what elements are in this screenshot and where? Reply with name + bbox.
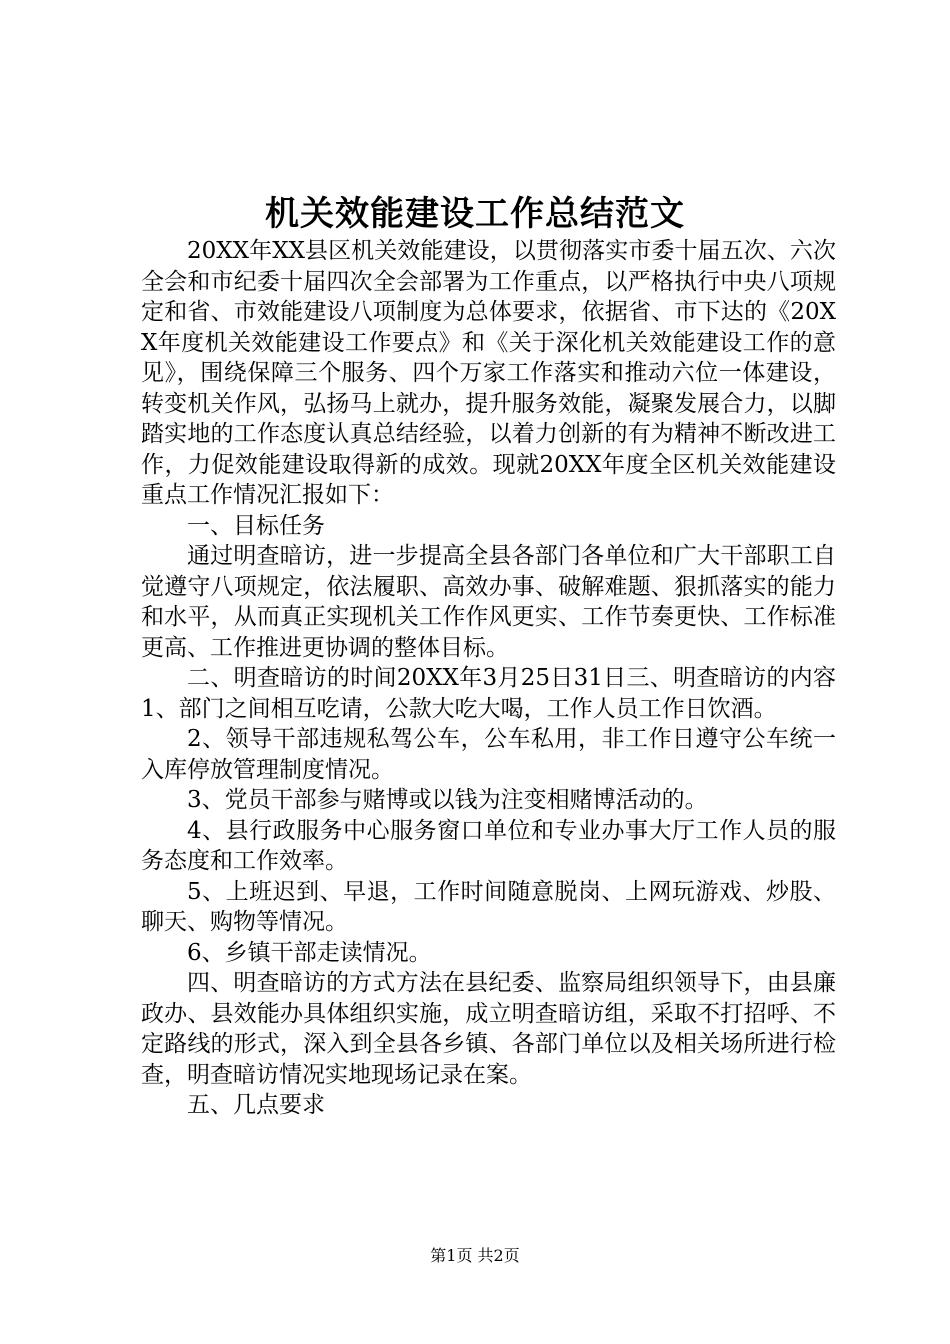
- paragraph-intro: 20XX年XX县区机关效能建设，以贯彻落实市委十届五次、六次全会和市纪委十届四次全会部署为工作重点，以严格执行中央八项规定和省、市效能建设八项制度为总体要求，依据省、市下达的《20XX年度机关效能建设工作要点》和《关于深化机关效能建设工作的意见》，围绕保障三个服务、四个万家工作落实和推动六位一体建设，转变机关作风，弘扬马上就办，提升服务效能，凝聚发展合力，以脚踏实地的工作态度认真总结经验，以着力创新的有为精神不断改进工作，力促效能建设取得新的成效。现就20XX年度全区机关效能建设重点工作情况汇报如下：: [141, 238, 836, 508]
- paragraph-item-2: 2、领导干部违规私驾公车，公车私用，非工作日遵守公车统一入库停放管理制度情况。: [141, 726, 836, 783]
- paragraph-heading-5: 五、几点要求: [187, 1092, 325, 1118]
- paragraph-item-3: 3、党员干部参与赌博或以钱为注变相赌博活动的。: [187, 787, 708, 813]
- paragraph-heading-1: 一、目标任务: [187, 512, 325, 539]
- paragraph-item-6: 6、乡镇干部走读情况。: [187, 939, 432, 966]
- paragraph-item-5: 5、上班迟到、早退，工作时间随意脱岗、上网玩游戏、炒股、聊天、购物等情况。: [141, 878, 836, 935]
- paragraph-heading-2-3: 二、明查暗访的时间20XX年3月25日31日三、明查暗访的内容1、部门之间相互吃请，公款大吃大喝，工作人员工作日饮酒。: [141, 665, 836, 722]
- document-body: [141, 236, 836, 1121]
- paragraph-heading-4: 四、明查暗访的方式方法在县纪委、监察局组织领导下，由县廉政办、县效能办具体组织实施，成立明查暗访组，采取不打招呼、不定路线的形式，深入到全县各乡镇、各部门单位以及相关场所进行检查，明查暗访情况实地现场记录在案。: [141, 970, 836, 1088]
- paragraph-item-4: 4、县行政服务中心服务窗口单位和专业办事大厅工作人员的服务态度和工作效率。: [141, 817, 836, 874]
- page-footer: 第1页 共2页: [430, 1246, 520, 1265]
- document-title: 机关效能建设工作总结范文: [265, 194, 685, 234]
- paragraph-goals: 通过明查暗访，进一步提高全县各部门各单位和广大干部职工自觉遵守八项规定，依法履职、高效办事、破解难题、狠抓落实的能力和水平，从而真正实现机关工作作风更实、工作节奏更快、工作标准更高、工作推进更协调的整体目标。: [141, 543, 836, 661]
